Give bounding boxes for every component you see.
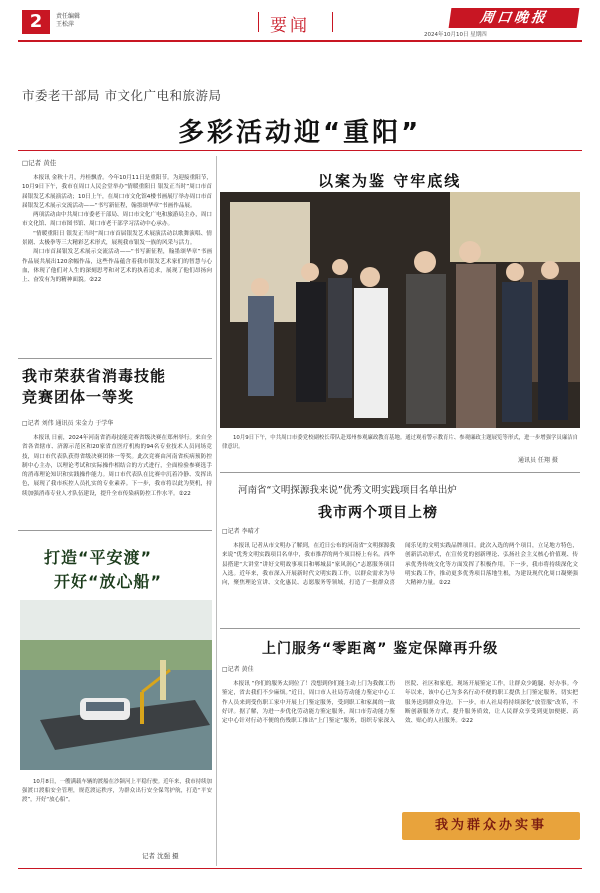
exhibition-photo (220, 192, 580, 428)
lead-paragraph: 本报讯 金秋十月，丹桂飘香。今年10月11日是重阳节。为迎接重阳节，10月9日下午，我市在周口人民会堂举办“情暖重阳日 银发正当时”周口市首届银发艺术展演活动；10日上午，在周口市文化馆4楼书画展厅举办周口市首届银发艺术展示交流活动——“书写新征程，翰墨颂华章”书画作品展。 (22, 175, 212, 209)
disinfect-byline: □记者 刘伟 通讯员 宋金力 于学华 (22, 420, 114, 427)
page-number-badge: 2 (22, 10, 50, 34)
disinfect-title (22, 366, 166, 408)
lead-rule (18, 150, 582, 151)
civic-kicker: 河南省“文明探源我来说”优秀文明实践项目名单出炉 (238, 485, 457, 496)
ferry-photo (20, 600, 212, 770)
editor-label: 责任编辑 (56, 13, 81, 20)
lead-paragraph: “情暖重阳日 银发正当时”周口市首届银发艺术展演活动以歌舞演唱、情景剧、太极拳等三大精彩艺术形式，展现我市银发一族的风采与活力。 (22, 230, 212, 247)
exhibition-illustration (220, 192, 580, 428)
footer-rule (18, 868, 582, 869)
photo-caption: 10月9日下午，中共周口市委党校副校长带队赴郑州参观廉政教育基地。通过观看警示教育片、参观廉政主题展览等形式，进一步增强学员廉洁自律意识。 (222, 435, 578, 450)
ship-title-line: 开好“放心船” (54, 572, 163, 591)
ship-credit: 记者 沈强 摄 (142, 852, 179, 860)
ship-caption: 10月8日，一艘满载车辆的渡船在沙颍河上平稳行驶。近年来，我市持续加强渡口渡船安全管理，规范渡运秩序，为群众出行安全保驾护航，打造“平安渡”，开好“放心船”。 (22, 779, 212, 803)
lead-title: 多彩活动迎“重阳” (178, 118, 422, 148)
section-divider (220, 472, 580, 473)
column-divider (216, 156, 217, 866)
lead-kicker: 市委老干部局 市文化广电和旅游局 (22, 88, 222, 103)
service-body: 本报讯 “你们的服务太到位了！没想到你们能主动上门为我做工伤鉴定，省去我们不少麻烦。”近日，周口市人社局劳动能力鉴定中心工作人员来到受伤职工家中开展上门鉴定服务，受到职工和家属的一致好评。据了解，为进一步优化劳动能力鉴定服务，周口市劳动能力鉴定中心针对行动不便的伤残职工推出“上门鉴定”服务，组织专家深入医院、社区和家庭，现场开展鉴定工作，让群众少跑腿、好办事。今年以来，该中心已为多名行动不便的职工提供上门鉴定服务，切实把服务送到群众身边。下一步，市人社局将持续深化“放管服”改革，不断创新服务方式，提升服务质效，让人民群众享受到更加便捷、高效、贴心的人社服务。②22 (222, 681, 578, 725)
section-divider (18, 530, 212, 531)
service-byline: □记者 黄佳 (222, 666, 254, 673)
lead-byline: □记者 黄佳 (22, 159, 57, 167)
civic-title: 我市两个项目上榜 (318, 505, 438, 521)
disinfect-title-line: 竞赛团体一等奖 (22, 388, 135, 406)
masthead-rule (18, 40, 582, 42)
section-divider (18, 358, 212, 359)
banner-text: 我为群众办实事 (434, 818, 547, 833)
ship-title-line: 打造“平安渡” (44, 548, 153, 567)
masthead (0, 0, 600, 44)
section-divider (220, 628, 580, 629)
editor-credit (56, 13, 80, 29)
civic-body: 本报讯 记者从市文明办了解到，在近日公布的河南省“文明探源我来说”优秀文明实践项目名单中，我市推荐的两个项目榜上有名。西华县搭建“大讲堂”讲好文明故事项目和郸城县“家风润心”志愿服务项目入选。近年来，我市深入开展新时代文明实践工作，以群众需求为导向，聚焦理论宣讲、文化惠民、志愿服务等领域，打造了一批群众喜闻乐见的文明实践品牌项目。此次入选的两个项目，立足地方特色，创新活动形式，在宣传党的创新理论、弘扬社会主义核心价值观、传承优秀传统文化等方面发挥了积极作用。下一步，我市将持续深化文明实践工作，推动更多优秀项目落地生根，为建设现代化周口凝聚强大精神力量。②22 (222, 543, 578, 587)
section-divider-left (258, 12, 259, 32)
photo-story-title: 以案为鉴 守牢底线 (318, 172, 462, 190)
lead-paragraph: 周口市首届银发艺术展示交流活动——“书写新征程，翰墨颂华章”书画作品展共展出120余幅作品，这些作品蕴含着我市银发艺术家们的智慧与心血，体现了他们对人生的深刻思考和对艺术的执着追求，展现了他们昂扬向上、奋发有为的精神面貌。②22 (22, 249, 212, 284)
editor-name: 王松萍 (56, 21, 75, 28)
section-divider-right (332, 12, 333, 32)
service-title: 上门服务“零距离” 鉴定保障再升级 (262, 641, 499, 657)
newspaper-logo: 周口晚报 (449, 8, 580, 28)
issue-date: 2024年10月10日 星期四 (424, 32, 487, 38)
ferry-illustration (20, 600, 212, 770)
disinfect-title-line: 我市荣获省消毒技能 (22, 367, 167, 385)
section-label: 要闻 (270, 16, 310, 36)
ship-title (44, 546, 162, 594)
civic-byline: □记者 李晴才 (222, 528, 260, 535)
lead-paragraph: 两项活动由中共周口市委老干部局、周口市文化广电和旅游局主办，周口市文化馆、周口市图书馆、周口市老干部学习活动中心承办。 (22, 212, 212, 228)
photo-credit: 通讯员 任翔 摄 (518, 457, 558, 464)
disinfect-body: 本报讯 日前，2024年河南省消毒技能竞赛省级决赛在郑州举行。来自全省各省辖市、济源示范区和20家省直医疗机构的94名专业技术人员同场竞技，周口市代表队获得省级决赛团体一等奖。此次竞赛由河南省疾病预防控制中心主办，以理论考试和实际操作相结合的方式进行，全面检验参赛选手的消毒理论知识和实践操作能力。周口市代表队在比赛中沉着冷静、发挥出色，展现了我市疾控人员扎实的专业素养。下一步，我市将以此为契机，持续加强消毒专业人才队伍建设，提升全市传染病防控工作水平。②22 (22, 435, 212, 497)
lead-body (22, 174, 212, 352)
service-banner (402, 812, 580, 840)
